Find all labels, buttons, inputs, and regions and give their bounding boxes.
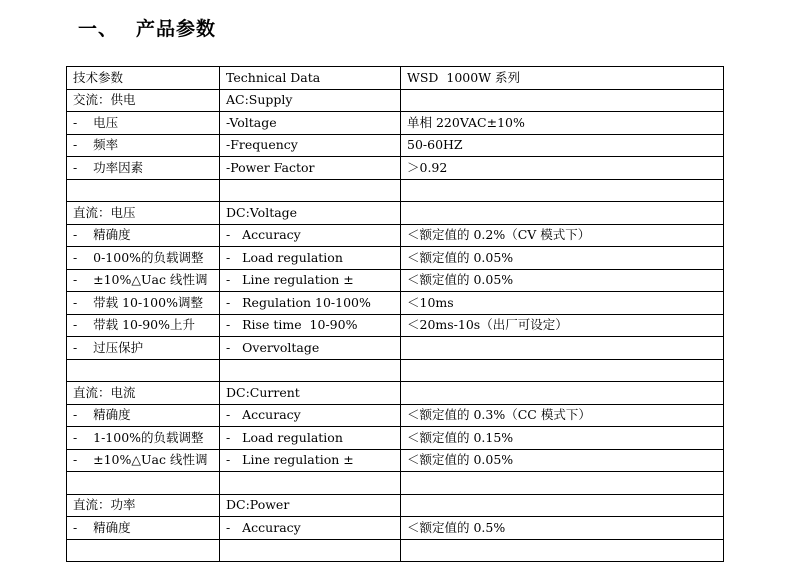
param-name-cell: 直流：电压 bbox=[67, 202, 220, 225]
param-name-cell: - ±10%△Uac 线性调 bbox=[67, 269, 220, 292]
value-cell: 50-60HZ bbox=[401, 134, 724, 157]
section-number: 一、 bbox=[78, 18, 119, 40]
parameter-table bbox=[66, 66, 724, 562]
value-cell: ＞0.92 bbox=[401, 157, 724, 180]
value-cell bbox=[401, 539, 724, 562]
table-row bbox=[67, 359, 724, 382]
table-row bbox=[67, 517, 724, 540]
value-cell: ＜20ms-10s（出厂可设定） bbox=[401, 314, 724, 337]
value-cell: ＜额定值的 0.15% bbox=[401, 427, 724, 450]
table-row bbox=[67, 67, 724, 90]
param-name-cell: - 电压 bbox=[67, 112, 220, 135]
param-name-cell: - 带载 10-100%调整 bbox=[67, 292, 220, 315]
param-name-cell: - ±10%△Uac 线性调 bbox=[67, 449, 220, 472]
value-cell bbox=[401, 179, 724, 202]
value-cell bbox=[401, 494, 724, 517]
technical-data-cell: - Line regulation ± bbox=[220, 449, 401, 472]
table-row bbox=[67, 427, 724, 450]
value-cell: ＜额定值的 0.3%（CC 模式下） bbox=[401, 404, 724, 427]
technical-data-cell bbox=[220, 472, 401, 495]
table-row bbox=[67, 89, 724, 112]
param-name-cell: - 1-100%的负载调整 bbox=[67, 427, 220, 450]
value-cell: ＜10ms bbox=[401, 292, 724, 315]
value-cell bbox=[401, 359, 724, 382]
technical-data-cell: -Voltage bbox=[220, 112, 401, 135]
param-name-cell: - 精确度 bbox=[67, 224, 220, 247]
technical-data-cell: - Load regulation bbox=[220, 427, 401, 450]
param-name-cell bbox=[67, 179, 220, 202]
value-cell: WSD 1000W 系列 bbox=[401, 67, 724, 90]
table-row bbox=[67, 494, 724, 517]
param-name-cell bbox=[67, 472, 220, 495]
table-row bbox=[67, 404, 724, 427]
technical-data-cell: - Accuracy bbox=[220, 224, 401, 247]
param-name-cell bbox=[67, 359, 220, 382]
param-name-cell: - 精确度 bbox=[67, 404, 220, 427]
technical-data-cell: - Line regulation ± bbox=[220, 269, 401, 292]
param-name-cell: - 功率因素 bbox=[67, 157, 220, 180]
technical-data-cell: - Load regulation bbox=[220, 247, 401, 270]
technical-data-cell: -Power Factor bbox=[220, 157, 401, 180]
value-cell bbox=[401, 202, 724, 225]
table-row bbox=[67, 269, 724, 292]
param-name-cell bbox=[67, 539, 220, 562]
table-row bbox=[67, 292, 724, 315]
table-row bbox=[67, 314, 724, 337]
technical-data-cell: - Accuracy bbox=[220, 404, 401, 427]
technical-data-cell: - Overvoltage bbox=[220, 337, 401, 360]
param-name-cell: - 过压保护 bbox=[67, 337, 220, 360]
param-name-cell: - 带载 10-90%上升 bbox=[67, 314, 220, 337]
table-row bbox=[67, 134, 724, 157]
technical-data-cell: DC:Power bbox=[220, 494, 401, 517]
technical-data-cell bbox=[220, 359, 401, 382]
value-cell bbox=[401, 472, 724, 495]
section-title: 产品参数 bbox=[136, 18, 217, 40]
technical-data-cell: AC:Supply bbox=[220, 89, 401, 112]
technical-data-cell: - Rise time 10-90% bbox=[220, 314, 401, 337]
value-cell: 单相 220VAC±10% bbox=[401, 112, 724, 135]
table-row bbox=[67, 247, 724, 270]
section-heading bbox=[78, 14, 216, 41]
table-row bbox=[67, 202, 724, 225]
param-name-cell: 直流：功率 bbox=[67, 494, 220, 517]
value-cell: ＜额定值的 0.2%（CV 模式下） bbox=[401, 224, 724, 247]
value-cell bbox=[401, 89, 724, 112]
technical-data-cell: Technical Data bbox=[220, 67, 401, 90]
value-cell: ＜额定值的 0.5% bbox=[401, 517, 724, 540]
table-row bbox=[67, 224, 724, 247]
technical-data-cell bbox=[220, 179, 401, 202]
technical-data-cell: -Frequency bbox=[220, 134, 401, 157]
technical-data-cell: DC:Current bbox=[220, 382, 401, 405]
table-row bbox=[67, 337, 724, 360]
technical-data-cell: - Accuracy bbox=[220, 517, 401, 540]
param-name-cell: 交流：供电 bbox=[67, 89, 220, 112]
param-name-cell: - 频率 bbox=[67, 134, 220, 157]
table-row bbox=[67, 382, 724, 405]
technical-data-cell: - Regulation 10-100% bbox=[220, 292, 401, 315]
technical-data-cell bbox=[220, 539, 401, 562]
table-row bbox=[67, 179, 724, 202]
param-name-cell: 直流：电流 bbox=[67, 382, 220, 405]
param-name-cell: - 0-100%的负载调整 bbox=[67, 247, 220, 270]
parameter-table-body bbox=[67, 67, 724, 562]
param-name-cell: - 精确度 bbox=[67, 517, 220, 540]
value-cell: ＜额定值的 0.05% bbox=[401, 247, 724, 270]
technical-data-cell: DC:Voltage bbox=[220, 202, 401, 225]
value-cell: ＜额定值的 0.05% bbox=[401, 269, 724, 292]
table-row bbox=[67, 472, 724, 495]
param-name-cell: 技术参数 bbox=[67, 67, 220, 90]
table-row bbox=[67, 157, 724, 180]
table-row bbox=[67, 539, 724, 562]
value-cell: ＜额定值的 0.05% bbox=[401, 449, 724, 472]
value-cell bbox=[401, 337, 724, 360]
table-row bbox=[67, 112, 724, 135]
table-row bbox=[67, 449, 724, 472]
value-cell bbox=[401, 382, 724, 405]
